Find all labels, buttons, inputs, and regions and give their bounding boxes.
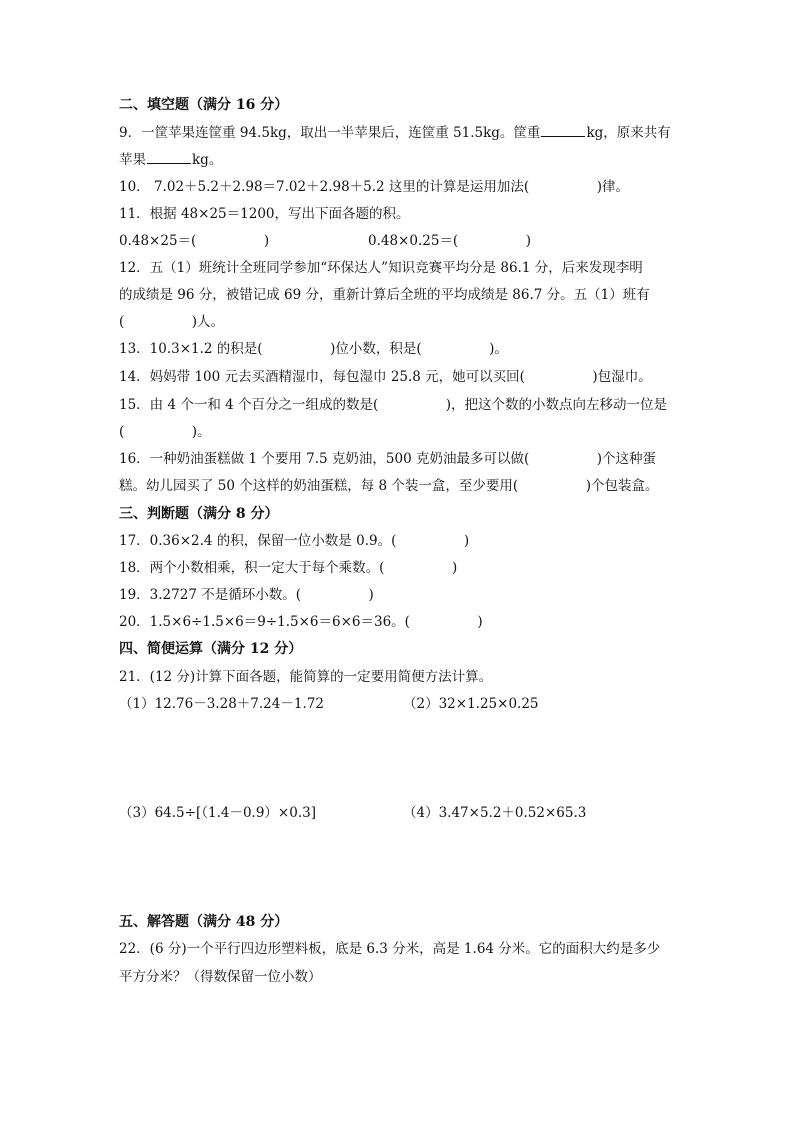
q21-part-1: （1）12.76－3.28＋7.24－1.72	[119, 696, 324, 712]
q9-text-c: 苹果	[119, 152, 146, 168]
section-heading-true-false: 三、判断题（满分 8 分）	[119, 506, 279, 522]
question-16-line-1: 16．一种奶油蛋糕做 1 个要用 7.5 克奶油，500 克奶油最多可以做( )个这种蛋	[119, 451, 656, 467]
section-heading-simple-calc: 四、简便运算（满分 12 分）	[119, 641, 303, 657]
question-21-row-1	[119, 695, 539, 713]
question-12-line-1: 12．五（1）班统计全班同学参加“环保达人”知识竞赛平均分是 86.1 分，后来发现李明	[119, 260, 643, 276]
q21-part-2: （2）32×1.25×0.25	[403, 696, 539, 712]
section-heading-word-problems: 五、解答题（满分 48 分）	[119, 914, 289, 930]
question-21-row-2	[119, 804, 587, 822]
question-18: 18．两个小数相乘，积一定大于每个乘数。( )	[119, 560, 458, 576]
q11-right: 0.48×0.25＝( )	[368, 233, 531, 249]
question-11-parts	[119, 232, 531, 250]
q9-blank-basket-weight[interactable]	[541, 124, 585, 137]
question-19: 19．3.2727 不是循环小数。( )	[119, 587, 374, 603]
question-22-line-1: 22．(6 分)一个平行四边形塑料板，底是 6.3 分米，高是 1.64 分米。它的面积大约是多少	[119, 941, 661, 957]
question-10: 10． 7.02＋5.2＋2.98＝7.02＋2.98＋5.2 这里的计算是运用加法( )律。	[119, 179, 629, 195]
question-22-line-2: 平方分米？（得数保留一位小数）	[119, 969, 322, 985]
question-15-line-1: 15．由 4 个一和 4 个百分之一组成的数是( )，把这个数的小数点向左移动一位是	[119, 397, 668, 413]
section-heading-fill-blank: 二、填空题（满分 16 分）	[119, 97, 289, 113]
question-17: 17．0.36×2.4 的积，保留一位小数是 0.9。( )	[119, 533, 470, 549]
q9-text-d: kg。	[192, 152, 223, 168]
question-21-title: 21．(12 分)计算下面各题，能简算的一定要用简便方法计算。	[119, 669, 493, 685]
question-12-line-2: 的成绩是 96 分，被错记成 69 分，重新计算后全班的平均成绩是 86.7 分。五（1）班有	[119, 287, 650, 303]
question-13: 13．10.3×1.2 的积是( )位小数，积是( )。	[119, 341, 508, 357]
q9-blank-apple-weight[interactable]	[147, 151, 191, 164]
question-9-line-2	[119, 151, 222, 169]
q21-part-3: （3）64.5÷[（1.4－0.9）×0.3]	[119, 805, 316, 821]
q9-text-b: kg，原来共有	[586, 125, 671, 141]
question-16-line-2: 糕。幼儿园买了 50 个这样的奶油蛋糕，每 8 个装一盒，至少要用( )个包装盒。	[119, 478, 659, 494]
question-14: 14．妈妈带 100 元去买酒精湿巾，每包湿巾 25.8 元，她可以买回( )包湿巾。	[119, 369, 652, 385]
question-20: 20．1.5×6÷1.5×6＝9÷1.5×6＝6×6＝36。( )	[119, 614, 483, 630]
q21-part-4: （4）3.47×5.2＋0.52×65.3	[403, 805, 587, 821]
question-11-title: 11．根据 48×25＝1200，写出下面各题的积。	[119, 206, 410, 222]
question-9-line-1	[119, 124, 671, 142]
q11-left: 0.48×25＝( )	[119, 233, 270, 249]
question-12-line-3: ( )人。	[119, 314, 225, 330]
question-15-line-2: ( )。	[119, 424, 211, 440]
q9-text-a: 9．一筐苹果连筐重 94.5kg，取出一半苹果后，连筐重 51.5kg。筐重	[119, 125, 541, 141]
